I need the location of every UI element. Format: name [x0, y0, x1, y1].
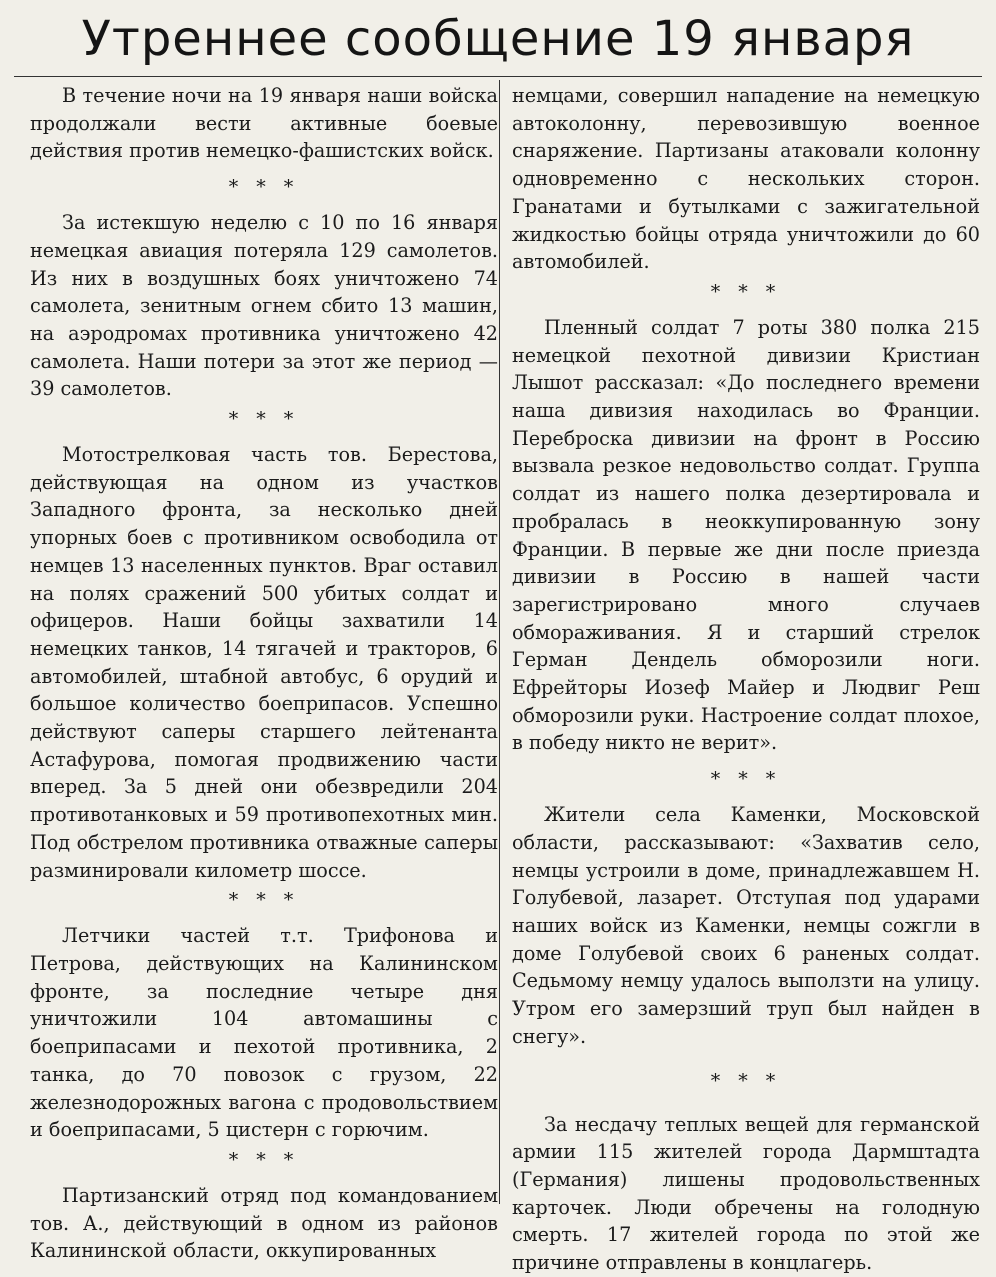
- paragraph: Мотострелковая часть тов. Берестова, действующая на одном из участков Западного фронта, за несколько дней упорных боев с противником освободила от немцев 13 населенных пунктов. Враг оставил на полях сражений 500 убитых солдат и офицеров. Наши бойцы захватили 14 немецких танков, 14 тягачей и тракторов, 6 автомобилей, штабной автобус, 6 орудий и большое количество боеприпасов. Успешно действуют саперы старшего лейтенанта Астафурова, помогая продвижению части вперед. За 5 дней они обезвредили 204 противотанковых и 59 противопехотных мин. Под обстрелом противника отважные саперы разминировали километр шоссе.: [30, 443, 498, 882]
- paragraph: немцами, совершил нападение на немецкую автоколонну, перевозившую военное снаряжение. Партизаны атаковали колонну одновременно с нескольких сторон. Гранатами и бутылками с зажигательной жидкостью бойцы отряда уничтожили до 60 автомобилей.: [512, 84, 980, 274]
- paragraph: Жители села Каменки, Московской области, рассказывают: «Захватив село, немцы устроили в доме, принадлежавшем Н. Голубевой, лазарет. Отступая под ударами наших войск из Каменки, немцы сожгли в доме Голубевой своих 6 раненых солдат. Седьмому немцу удалось выползти на улицу. Утром его замерзший труп был найден в снегу».: [512, 803, 980, 1048]
- section-separator: * * *: [710, 1069, 782, 1092]
- left-column: [30, 82, 498, 1263]
- section-separator: * * *: [228, 1148, 300, 1171]
- paragraph: Летчики частей т.т. Трифонова и Петрова, действующих на Калининском фронте, за последние четыре дня уничтожили 104 автомашины с боеприпасами и пехотой противника, 2 танка, до 70 повозок с грузом, 22 железнодорожных вагона с продовольствием и боеприпасами, 5 цистерн с горючим.: [30, 924, 498, 1142]
- column-divider: [499, 80, 500, 1204]
- paragraph: За несдачу теплых вещей для германской армии 115 жителей города Дармштадта (Германия) лишены продовольственных карточек. Люди обречены на голодную смерть. 17 жителей города по этой же причине отправлены в концлагерь.: [512, 1112, 980, 1275]
- section-separator: * * *: [228, 889, 300, 912]
- section-separator: * * *: [710, 768, 782, 791]
- article-title: Утреннее сообщение 19 января: [81, 11, 915, 67]
- section-separator: * * *: [228, 176, 300, 199]
- paragraph: Партизанский отряд под командованием тов. А., действующий в одном из районов Калининской области, оккупированных: [30, 1183, 498, 1263]
- paragraph: Пленный солдат 7 роты 380 полка 215 немецкой пехотной дивизии Кристиан Лышот рассказал: «До последнего времени наша дивизия находилась во Франции. Переброска дивизии на фронт в Россию вызвала резкое недовольство солдат. Группа солдат из нашего полка дезертировала и пробралась в неоккупированную зону Франции. В первые же дни после приезда дивизии в Россию в нашей части зарегистрировано много случаев обмораживания. Я и старший стрелок Герман Дендель обморозили ноги. Ефрейторы Иозеф Майер и Людвиг Реш обморозили руки. Настроение солдат плохое, в победу никто не верит».: [512, 315, 980, 755]
- paragraph: За истекшую неделю с 10 по 16 января немецкая авиация потеряла 129 самолетов. Из них в воздушных боях уничтожено 74 самолета, зенитным огнем сбито 13 машин, на аэродромах противника уничтожено 42 самолета. Наши потери за этот же период — 39 самолетов.: [30, 211, 498, 401]
- right-column: [512, 82, 980, 1275]
- title-rule: [14, 76, 982, 77]
- section-separator: * * *: [710, 280, 782, 303]
- section-separator: * * *: [228, 408, 300, 431]
- paragraph: В течение ночи на 19 января наши войска продолжали вести активные боевые действия против немецко-фашистских войск.: [30, 84, 498, 163]
